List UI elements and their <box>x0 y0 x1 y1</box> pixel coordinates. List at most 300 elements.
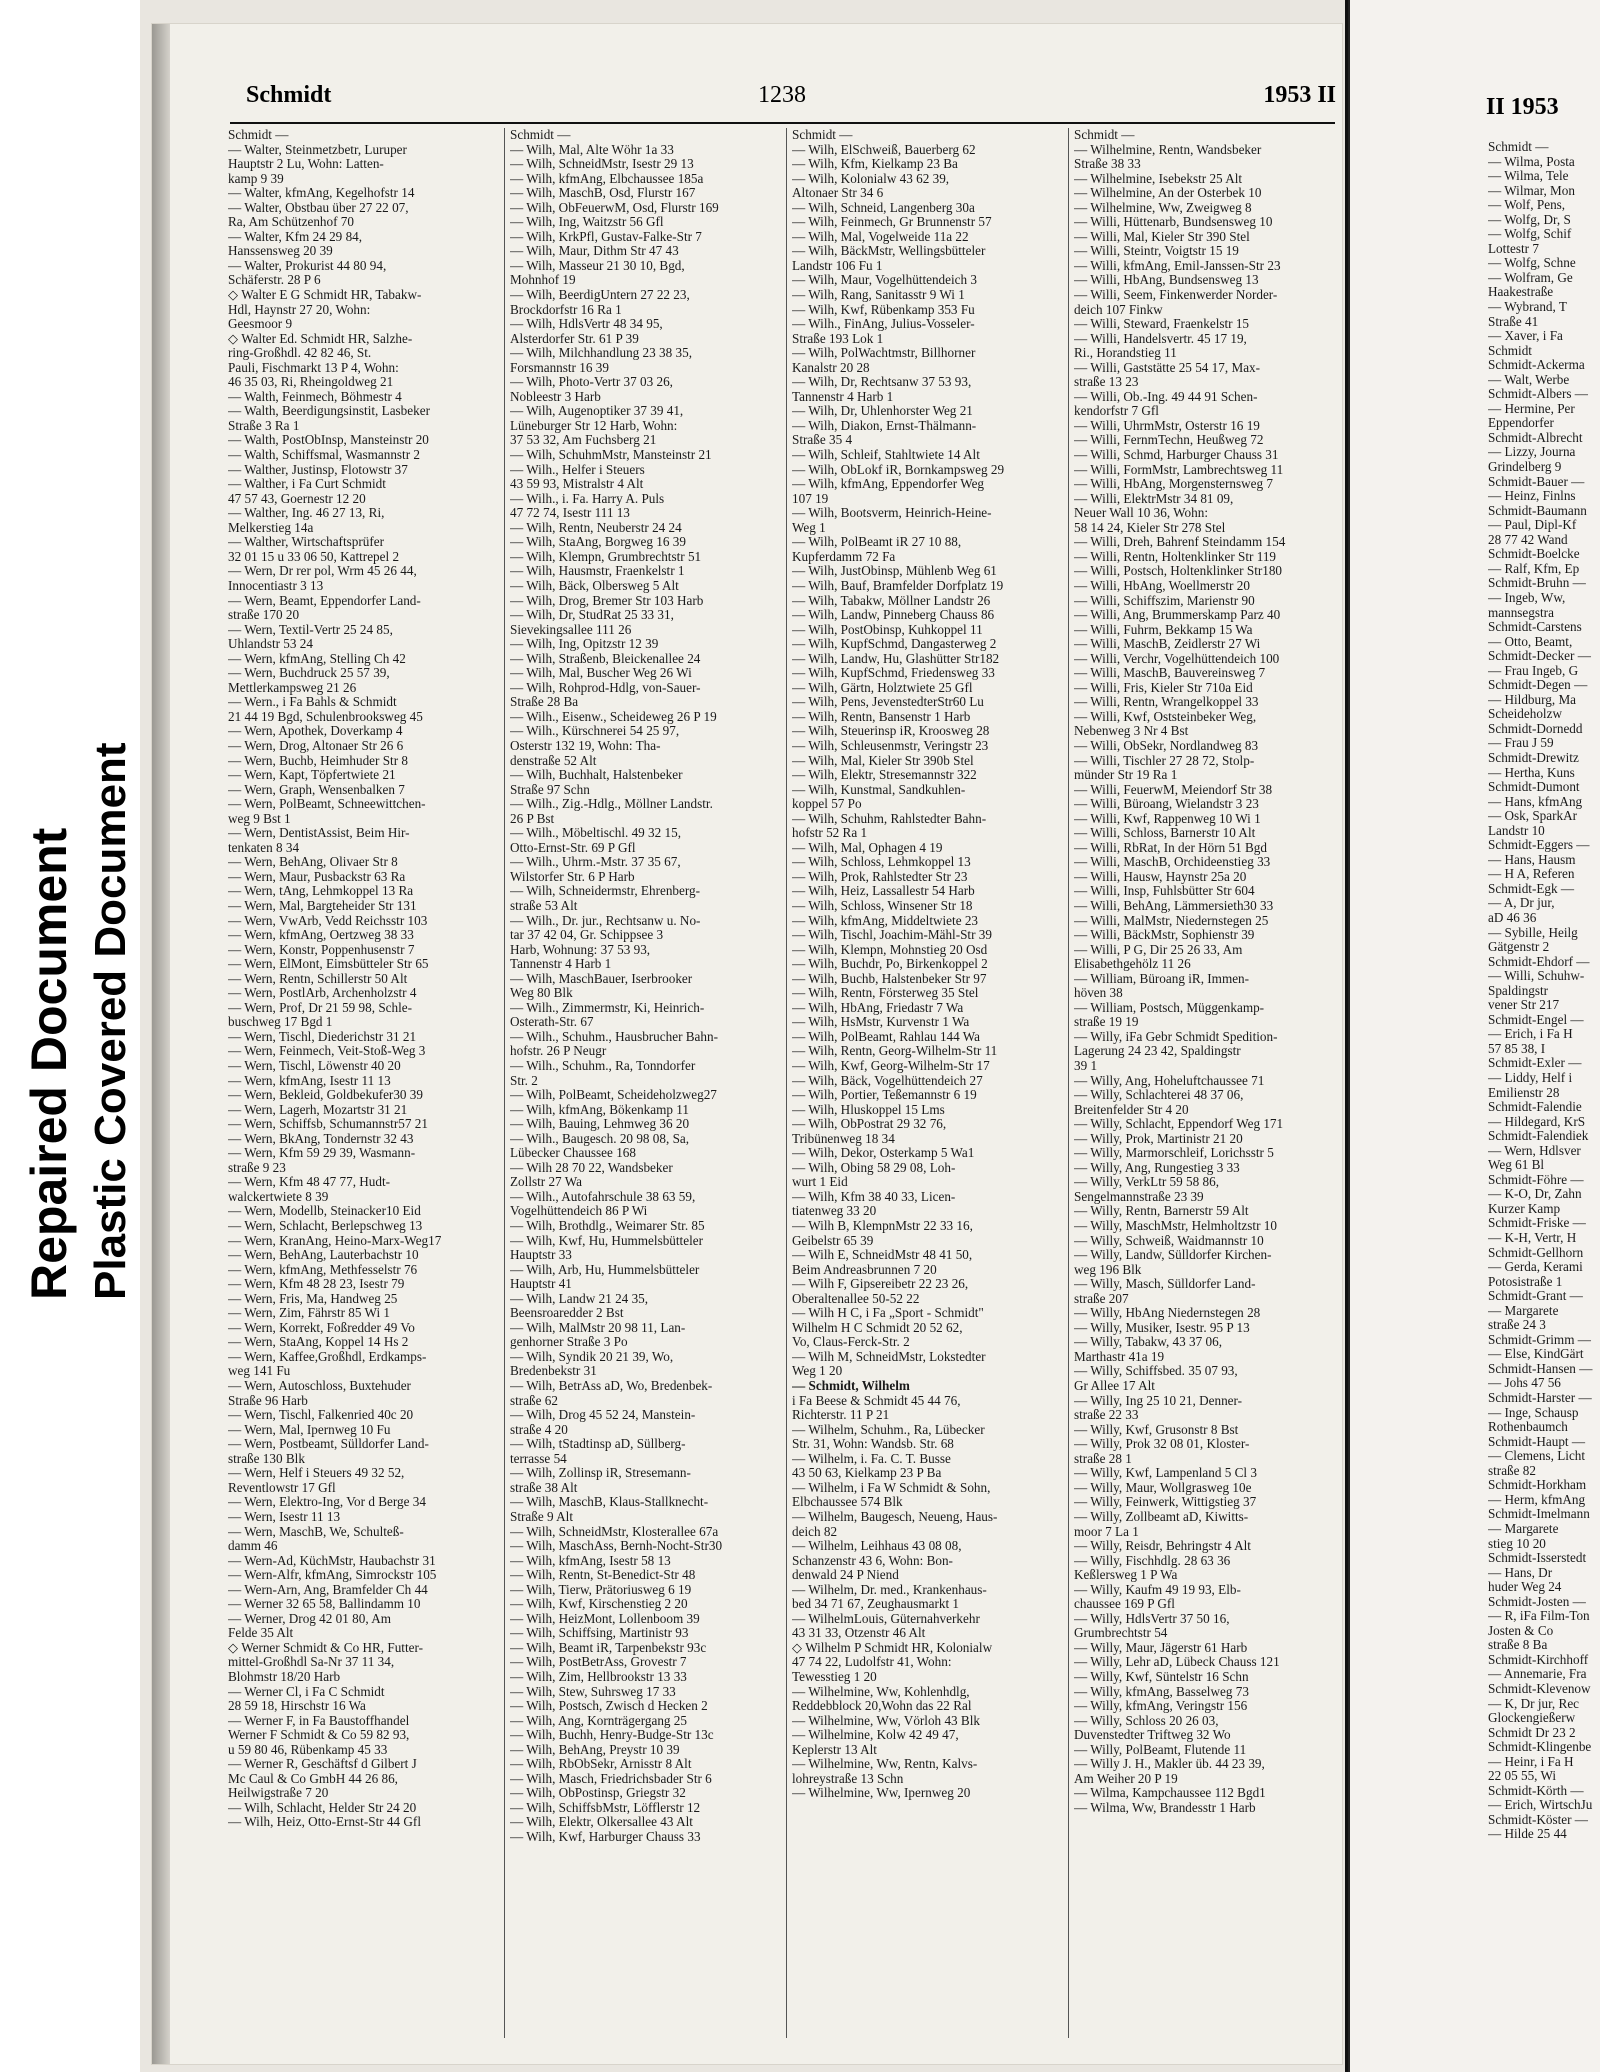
directory-entry: Landstr 106 Fu 1 <box>792 258 883 273</box>
directory-entry: — Wern., i Fa Bahls & Schmidt <box>228 695 397 710</box>
directory-entry: — Wern, tAng, Lehmkoppel 13 Ra <box>228 884 414 899</box>
directory-entry: — Wilh, ObLokf iR, Bornkampsweg 29 <box>792 462 1005 477</box>
directory-entry: — Wilh, SchneidMstr, Isestr 29 13 <box>510 157 694 172</box>
directory-entry: — Walth, PostObInsp, Mansteinstr 20 <box>228 433 429 448</box>
directory-entry: straße 13 23 <box>1074 375 1139 390</box>
directory-entry: — Willi, Rentn, Wrangelkoppel 33 <box>1074 695 1259 710</box>
directory-entry: — Wilh, Ing, Waitzstr 56 Gfl <box>510 215 664 230</box>
directory-entry: straße 53 Alt <box>510 898 578 913</box>
directory-entry: — Willy, Feinwerk, Wittigstieg 37 <box>1074 1495 1257 1510</box>
directory-entry: — Walter, Steinmetzbetr, Luruper <box>228 142 407 157</box>
directory-entry: — Wern, KranAng, Heino-Marx-Weg17 <box>228 1233 442 1248</box>
column-divider <box>504 128 505 2038</box>
directory-entry: — Willy, HdlsVertr 37 50 16, <box>1074 1611 1230 1626</box>
adjacent-entry: straße 8 Ba <box>1488 1638 1548 1653</box>
directory-entry: — Willi, Dreh, Bahrenf Steindamm 154 <box>1074 535 1286 550</box>
directory-entry: — Wilh., Kürschnerei 54 25 97, <box>510 724 680 739</box>
directory-entry: — Wilh, Feinmech, Gr Brunnenstr 57 <box>792 215 992 230</box>
directory-entry: — Wilh, RbObSekr, Arnisstr 8 Alt <box>510 1757 692 1772</box>
directory-entry: — Walter, Kfm 24 29 84, <box>228 229 363 244</box>
directory-entry: — Wern, ElMont, Eimsbütteler Str 65 <box>228 957 429 972</box>
directory-entry: Ri., Horandstieg 11 <box>1074 346 1177 361</box>
directory-entry: — Wilh, Heiz, Otto-Ernst-Str 44 Gfl <box>228 1815 421 1830</box>
column-divider <box>786 128 787 2038</box>
directory-entry: — Willi, ObSekr, Nordlandweg 83 <box>1074 738 1259 753</box>
directory-entry: Mohnhof 19 <box>510 273 576 288</box>
directory-entry: Sengelmannstraße 23 39 <box>1074 1189 1204 1204</box>
column-1 <box>228 128 500 2048</box>
directory-entry: — Wern, Rentn, Schillerstr 50 Alt <box>228 971 408 986</box>
adjacent-entry: Grindelberg 9 <box>1488 460 1562 475</box>
page-header <box>246 82 1336 122</box>
directory-entry: Forsmannstr 16 39 <box>510 360 609 375</box>
directory-entry: moor 7 La 1 <box>1074 1524 1139 1539</box>
directory-entry: — Wilh, kfmAng, Bökenkamp 11 <box>510 1102 689 1117</box>
directory-entry: — Wilh, HsMstr, Kurvenstr 1 Wa <box>792 1015 970 1030</box>
adjacent-entry: — R, iFa Film-Ton <box>1488 1609 1590 1624</box>
directory-entry: — Wilh, tStadtinsp aD, Süllberg- <box>510 1437 686 1452</box>
directory-entry: — Wern, PostlArb, Archenholzstr 4 <box>228 986 417 1001</box>
directory-entry: Breitenfelder Str 4 20 <box>1074 1102 1189 1117</box>
directory-entry: — Willy, Masch, Sülldorfer Land- <box>1074 1277 1256 1292</box>
directory-entry: — Wilh, Schloss, Winsener Str 18 <box>792 898 973 913</box>
directory-entry: — Willi, Schmd, Harburger Chauss 31 <box>1074 448 1279 463</box>
directory-entry: — Wern, Textil-Vertr 25 24 85, <box>228 622 393 637</box>
directory-entry: — Wilh, MalMstr 20 98 11, Lan- <box>510 1320 686 1335</box>
directory-entry: — Wilh, BehAng, Preystr 10 39 <box>510 1742 680 1757</box>
directory-entry: straße 19 19 <box>1074 1015 1139 1030</box>
directory-entry: Osterath-Str. 67 <box>510 1015 594 1030</box>
directory-entry: denstraße 52 Alt <box>510 753 597 768</box>
adjacent-entry: Schmidt-Albers — <box>1488 387 1588 402</box>
directory-entry: — Wilhelmine, An der Osterbek 10 <box>1074 186 1262 201</box>
directory-entry: — Wilh, Hausmstr, Fraenkelstr 1 <box>510 564 685 579</box>
directory-entry: 32 01 15 u 33 06 50, Kattrepel 2 <box>228 549 400 564</box>
directory-entry: Geibelstr 65 39 <box>792 1233 874 1248</box>
directory-entry: — Wilhelm, i. Fa. C. T. Busse <box>792 1451 951 1466</box>
directory-entry: Sievekingsallee 111 26 <box>510 622 632 637</box>
adjacent-entry: — Paul, Dipl-Kf <box>1488 518 1577 533</box>
directory-entry: 43 31 33, Otzenstr 46 Alt <box>792 1626 926 1641</box>
directory-entry: — Willy, Prok 32 08 01, Kloster- <box>1074 1437 1250 1452</box>
directory-entry: genhorner Straße 3 Po <box>510 1335 628 1350</box>
directory-entry: — Wilhelm, Dr. med., Krankenhaus- <box>792 1582 987 1597</box>
directory-entry: — Wern, BehAng, Olivaer Str 8 <box>228 855 398 870</box>
directory-entry: — Wilh, Schiffsing, Martinistr 93 <box>510 1626 689 1641</box>
directory-entry: — Wilhelmine, Ww, Vörloh 43 Blk <box>792 1713 980 1728</box>
directory-entry: Tewesstieg 1 20 <box>792 1669 877 1684</box>
adjacent-entry: Haakestraße <box>1488 285 1554 300</box>
directory-entry: Hanssensweg 20 39 <box>228 244 333 259</box>
directory-entry: — Wilh, Rentn, Försterweg 35 Stel <box>792 986 979 1001</box>
adjacent-entry: — Hildburg, Ma <box>1488 692 1577 707</box>
directory-entry: Schmidt — <box>1074 128 1135 142</box>
directory-entry: — Willi, Postsch, Holtenklinker Str180 <box>1074 564 1283 579</box>
directory-entry: — Wern, kfmAng, Oertzweg 38 33 <box>228 928 414 943</box>
directory-entry: — Willi, Kwf, Rappenweg 10 Wi 1 <box>1074 811 1261 826</box>
adjacent-entry: Josten & Co <box>1488 1623 1554 1638</box>
directory-entry: — Wilh, KrkPfl, Gustav-Falke-Str 7 <box>510 229 702 244</box>
directory-entry: — Wern, Buchb, Heimhuder Str 8 <box>228 753 408 768</box>
directory-entry: 46 35 03, Ri, Rheingoldweg 21 <box>228 375 394 390</box>
directory-entry: — Willy, Schiffsbed. 35 07 93, <box>1074 1364 1238 1379</box>
directory-entry: Lagerung 24 23 42, Spaldingstr <box>1074 1044 1241 1059</box>
directory-entry: — Willy, Rentn, Barnerstr 59 Alt <box>1074 1204 1249 1219</box>
adjacent-entry: — Wilma, Posta <box>1488 154 1575 169</box>
directory-entry: — Wern, Maur, Pusbackstr 63 Ra <box>228 869 406 884</box>
directory-entry: 21 44 19 Bgd, Schulenbrooksweg 45 <box>228 709 423 724</box>
directory-entry: — Wilh, Ang, Kornträgergang 25 <box>510 1713 687 1728</box>
directory-entry: — Willi, BäckMstr, Sophienstr 39 <box>1074 928 1255 943</box>
adjacent-entry: — Lizzy, Journa <box>1488 445 1576 460</box>
directory-entry: tar 37 42 04, Gr. Schippsee 3 <box>510 928 664 943</box>
directory-entry: — Willy, Ang, Hoheluftchaussee 71 <box>1074 1073 1265 1088</box>
adjacent-entry: — Johs 47 56 <box>1488 1376 1561 1391</box>
directory-entry: — Wilh, MaschB, Klaus-Stallknecht- <box>510 1495 709 1510</box>
directory-entry: — Wilh, Pens, JevenstedterStr60 Lu <box>792 695 984 710</box>
adjacent-entry: Schmidt-Albrecht <box>1488 430 1583 445</box>
directory-entry: Mettlerkampsweg 21 26 <box>228 680 357 695</box>
directory-entry: — Wilh, Landw, Hu, Glashütter Str182 <box>792 651 1000 666</box>
directory-entry: — Wilh B, KlempnMstr 22 33 16, <box>792 1219 973 1234</box>
directory-entry: Schmidt — <box>792 128 853 142</box>
directory-entry: tenkaten 8 34 <box>228 840 300 855</box>
directory-entry: — Wilh, kfmAng, Middeltwiete 23 <box>792 913 979 928</box>
directory-entry: Vogelhüttendeich 86 P Wi <box>510 1204 648 1219</box>
directory-entry: — Wilh H C, i Fa „Sport - Schmidt" <box>792 1306 984 1321</box>
directory-entry: — Wilh, kfmAng, Eppendorfer Weg <box>792 477 985 492</box>
directory-entry: höven 38 <box>1074 986 1123 1001</box>
directory-entry: Wilstorfer Str. 6 P Harb <box>510 869 635 884</box>
directory-entry: — Wilh, ElSchweiß, Bauerberg 62 <box>792 142 976 157</box>
directory-entry: — Willi, Mal, Kieler Str 390 Stel <box>1074 229 1250 244</box>
directory-entry: — Willi, Seem, Finkenwerder Norder- <box>1074 288 1278 303</box>
column-divider <box>1068 128 1069 2038</box>
directory-entry: Straße 97 Schn <box>510 782 590 797</box>
directory-entry: deich 82 <box>792 1524 838 1539</box>
directory-entry: Weg 1 20 <box>792 1364 843 1379</box>
directory-entry: Otto-Ernst-Str. 69 P Gfl <box>510 840 636 855</box>
directory-entry: ◇ Walter E G Schmidt HR, Tabakw- <box>228 288 422 303</box>
directory-entry: — Wilh, Rentn, St-Benedict-Str 48 <box>510 1568 696 1583</box>
directory-entry: — Willy, Kwf, Lampenland 5 Cl 3 <box>1074 1466 1257 1481</box>
adjacent-entry: Schmidt-Hansen — <box>1488 1361 1593 1376</box>
directory-entry: — Wilh, Obing 58 29 08, Loh- <box>792 1160 956 1175</box>
directory-entry: — Wilh, BeerdigUntern 27 22 23, <box>510 288 690 303</box>
directory-entry: — Willy, Tabakw, 43 37 06, <box>1074 1335 1222 1350</box>
directory-entry: — Willy, Ing 25 10 21, Denner- <box>1074 1393 1243 1408</box>
directory-entry: — Willi, FeuerwM, Meiendorf Str 38 <box>1074 782 1273 797</box>
adjacent-entry: — Frau Ingeb, G <box>1488 663 1579 678</box>
directory-entry: — Wilh, kfmAng, Elbchaussee 185a <box>510 171 704 186</box>
directory-entry: — Walter, kfmAng, Kegelhofstr 14 <box>228 186 415 201</box>
directory-entry: 37 53 32, Am Fuchsberg 21 <box>510 433 657 448</box>
directory-entry: — Wilh, ObPostinsp, Griegstr 32 <box>510 1786 686 1801</box>
adjacent-entry: 22 05 55, Wi <box>1488 1769 1557 1784</box>
directory-entry: Schanzenstr 43 6, Wohn: Bon- <box>792 1553 953 1568</box>
directory-entry: — Wilma, Ww, Brandesstr 1 Harb <box>1074 1800 1256 1815</box>
directory-entry: weg 9 Bst 1 <box>228 811 291 826</box>
directory-entry: hofstr. 26 P Neugr <box>510 1044 607 1059</box>
directory-entry: — Wern, VwArb, Vedd Reichsstr 103 <box>228 913 428 928</box>
directory-entry: — Wilh, Maur, Vogelhüttendeich 3 <box>792 273 978 288</box>
directory-entry: — Wern, Mal, Ipernweg 10 Fu <box>228 1422 391 1437</box>
directory-entry: — Willi, Fuhrm, Bekkamp 15 Wa <box>1074 622 1253 637</box>
directory-entry: — Werner Cl, i Fa C Schmidt <box>228 1684 385 1699</box>
directory-entry: — Wern, Kfm 48 47 77, Hudt- <box>228 1175 391 1190</box>
directory-entry: — Willy, Schweiß, Waidmannstr 10 <box>1074 1233 1264 1248</box>
directory-entry: — Wilhelmine, Rentn, Wandsbeker <box>1074 142 1262 157</box>
directory-entry: Alsterdorfer Str. 61 P 39 <box>510 331 639 346</box>
adjacent-entry: Schmidt-Josten — <box>1488 1594 1586 1609</box>
directory-entry: — Walther, Ing. 46 27 13, Ri, <box>228 506 385 521</box>
directory-entry: bed 34 71 67, Zeughausmarkt 1 <box>792 1597 960 1612</box>
directory-entry: — Wilh, Stew, Suhrsweg 17 33 <box>510 1684 676 1699</box>
directory-entry: — Wilhelm, Leihhaus 43 08 08, <box>792 1539 962 1554</box>
directory-entry: — Wilh, KupfSchmd, Dangasterweg 2 <box>792 637 997 652</box>
directory-entry: — Werner F, in Fa Baustoffhandel <box>228 1713 410 1728</box>
directory-entry: wurt 1 Eid <box>792 1175 848 1190</box>
directory-entry: — Wern, Kaffee,Großhdl, Erdkamps- <box>228 1349 427 1364</box>
directory-entry: — Wern, Dr rer pol, Wrm 45 26 44, <box>228 564 417 579</box>
directory-entry: — Wilh, Masch, Friedrichsbader Str 6 <box>510 1771 712 1786</box>
directory-entry: damm 46 <box>228 1539 278 1554</box>
adjacent-entry: Schmidt <box>1488 343 1532 358</box>
adjacent-entry: Schmidt-Boelcke <box>1488 547 1580 562</box>
directory-entry: — Walth, Schiffsmal, Wasmannstr 2 <box>228 448 421 463</box>
directory-entry: — Wilh, PolBeamt, Scheideholzweg27 <box>510 1088 717 1103</box>
adjacent-entry: Potosistraße 1 <box>1488 1274 1563 1289</box>
directory-entry: Tribünenweg 18 34 <box>792 1131 895 1146</box>
directory-entry: — Willi, RbRat, In der Hörn 51 Bgd <box>1074 840 1267 855</box>
adjacent-entry: huder Weg 24 <box>1488 1580 1562 1595</box>
adjacent-entry: Schmidt-Isserstedt <box>1488 1551 1587 1566</box>
directory-entry: kendorfstr 7 Gfl <box>1074 404 1159 419</box>
directory-entry: — Willy J. H., Makler üb. 44 23 39, <box>1074 1757 1265 1772</box>
adjacent-entry: Schmidt-Bauer — <box>1488 474 1585 489</box>
directory-entry: koppel 57 Po <box>792 797 862 812</box>
adjacent-entry: — Erich, i Fa H <box>1488 1027 1573 1042</box>
directory-entry: — Wilh, Dekor, Osterkamp 5 Wa1 <box>792 1146 975 1161</box>
directory-entry: — Willi, Hausw, Haynstr 25a 20 <box>1074 869 1247 884</box>
directory-entry: — Wilh E, SchneidMstr 48 41 50, <box>792 1248 973 1263</box>
directory-entry: Keßlersweg 1 P Wa <box>1074 1568 1178 1583</box>
directory-entry: Hauptstr 41 <box>510 1277 572 1292</box>
directory-entry: Heilwigstraße 7 20 <box>228 1786 329 1801</box>
directory-entry: walckertwiete 8 39 <box>228 1189 329 1204</box>
directory-entry: — Wern, MaschB, We, Schulteß- <box>228 1524 404 1539</box>
directory-entry: — Wilh, MaschB, Osd, Flurstr 167 <box>510 186 696 201</box>
directory-entry: — Wern, Schiffsb, Schumannstr57 21 <box>228 1117 428 1132</box>
directory-entry: Weg 1 <box>792 520 826 535</box>
directory-entry: — Wern, PolBeamt, Schneewittchen- <box>228 797 426 812</box>
directory-entry: — Walther, Justinsp, Flotowstr 37 <box>228 462 408 477</box>
directory-entry: — Wilh, Buchh, Henry-Budge-Str 13c <box>510 1728 714 1743</box>
directory-entry: — Willi, Verchr, Vogelhüttendeich 100 <box>1074 651 1280 666</box>
directory-entry: — Wilh, Klempn, Grumbrechtstr 51 <box>510 549 702 564</box>
adjacent-entry: Schmidt-Degen — <box>1488 678 1588 693</box>
directory-entry: Zollstr 27 Wa <box>510 1175 582 1190</box>
directory-entry: — Wern, Korrekt, Foßredder 49 Vo <box>228 1320 415 1335</box>
directory-entry: — Wilh, Milchhandlung 23 38 35, <box>510 346 693 361</box>
directory-entry: — Wilh, Syndik 20 21 39, Wo, <box>510 1349 674 1364</box>
directory-entry: — Wilhelmine, Ww, Kohlenhdlg, <box>792 1684 970 1699</box>
directory-entry: — Wilh, Kwf, Hu, Hummelsbütteler <box>510 1233 703 1248</box>
directory-entry: — Willi, Fris, Kieler Str 710a Eid <box>1074 680 1253 695</box>
adjacent-entry: Schmidt-Gellhorn <box>1488 1245 1584 1260</box>
directory-entry: — Wilh, Zollinsp iR, Stresemann- <box>510 1466 691 1481</box>
directory-entry: Weg 80 Blk <box>510 986 573 1001</box>
directory-entry: i Fa Beese & Schmidt 45 44 76, <box>792 1393 961 1408</box>
directory-entry: tiatenweg 33 20 <box>792 1204 877 1219</box>
directory-entry: — Wern, Modellb, Steinacker10 Eid <box>228 1204 421 1219</box>
directory-entry: — Wilh 28 70 22, Wandsbeker <box>510 1160 673 1175</box>
directory-entry: straße 22 33 <box>1074 1408 1139 1423</box>
directory-entry: — Wilh, Rentn, Bansenstr 1 Harb <box>792 709 971 724</box>
directory-entry: — Wilh, Arb, Hu, Hummelsbütteler <box>510 1262 700 1277</box>
directory-entry: — Wern, Prof, Dr 21 59 98, Schle- <box>228 1000 413 1015</box>
directory-entry: — Wilh, Masseur 21 30 10, Bgd, <box>510 258 685 273</box>
directory-entry: — Wern, Fris, Ma, Handweg 25 <box>228 1291 398 1306</box>
adjacent-entry: Schmidt-Grant — <box>1488 1289 1583 1304</box>
adjacent-entry: Schmidt-Köster — <box>1488 1812 1588 1827</box>
directory-entry: Elbchaussee 574 Blk <box>792 1495 903 1510</box>
directory-entry: — Wilh, Drog 45 52 24, Manstein- <box>510 1408 696 1423</box>
directory-entry: — Willi, kfmAng, Emil-Janssen-Str 23 <box>1074 258 1281 273</box>
directory-entry: — Wilh, Drog, Bremer Str 103 Harb <box>510 593 704 608</box>
directory-entry: — Wern, Apothek, Doverkamp 4 <box>228 724 403 739</box>
directory-entry: — Willi, BehAng, Lämmersieth30 33 <box>1074 898 1274 913</box>
directory-entry: straße 207 <box>1074 1291 1129 1306</box>
directory-entry: — Willy, Zollbeamt aD, Kiwitts- <box>1074 1509 1249 1524</box>
directory-entry: Marthastr 41a 19 <box>1074 1349 1165 1364</box>
adjacent-entry: Schmidt-Harster — <box>1488 1391 1592 1406</box>
adjacent-entry: Schmidt-Exler — <box>1488 1056 1582 1071</box>
directory-entry: — Wilh, PostObinsp, Kuhkoppel 11 <box>792 622 983 637</box>
directory-entry: Nobleestr 3 Harb <box>510 389 601 404</box>
adjacent-entry: — Clemens, Licht <box>1488 1449 1586 1464</box>
adjacent-entry: Glockengießerw <box>1488 1711 1576 1726</box>
directory-entry: Kanalstr 20 28 <box>792 360 870 375</box>
adjacent-entry: — H A, Referen <box>1488 867 1575 882</box>
adjacent-entry: — Inge, Schausp <box>1488 1405 1579 1420</box>
directory-entry: Gr Allee 17 Alt <box>1074 1379 1155 1394</box>
directory-entry: straße 62 <box>510 1393 558 1408</box>
directory-entry: straße 170 20 <box>228 608 300 623</box>
directory-entry: — Wilh, Bäck, Vogelhüttendeich 27 <box>792 1073 983 1088</box>
directory-entry: Melkerstieg 14a <box>228 520 314 535</box>
directory-entry: — Wern, Konstr, Poppenhusenstr 7 <box>228 942 415 957</box>
directory-entry: — Wilh, Mal, Buscher Weg 26 Wi <box>510 666 692 681</box>
directory-entry: — Wilh, Dr, Rechtsanw 37 53 93, <box>792 375 972 390</box>
directory-entry: — Wilh., Schuhm., Ra, Tonndorfer <box>510 1059 696 1073</box>
directory-entry: — Willi, FernmTechn, Heußweg 72 <box>1074 433 1264 448</box>
directory-entry: — Wilh, Kwf, Rübenkamp 353 Fu <box>792 302 975 317</box>
directory-entry: — Willi, Schloss, Barnerstr 10 Alt <box>1074 826 1256 841</box>
repaired-document-label: Repaired Document <box>21 827 77 1300</box>
directory-entry: — Willi, Steward, Fraenkelstr 15 <box>1074 317 1250 332</box>
directory-entry: — Willy, Kwf, Grusonstr 8 Bst <box>1074 1422 1239 1437</box>
directory-entry: Ra, Am Schützenhof 70 <box>228 215 354 230</box>
directory-entry: — Wilhelmine, Ww, Ipernweg 20 <box>792 1786 971 1801</box>
directory-entry: Altonaer Str 34 6 <box>792 186 884 201</box>
adjacent-entry: — Wern, Hdlsver <box>1488 1143 1581 1158</box>
adjacent-entry: — Sybille, Heilg <box>1488 925 1578 940</box>
directory-entry: Lübecker Chaussee 168 <box>510 1146 636 1161</box>
adjacent-entry: — Wybrand, T <box>1488 300 1567 315</box>
directory-entry: — Wilh, PolBeamt iR 27 10 88, <box>792 535 962 550</box>
directory-entry: — Wilh, Bootsverm, Heinrich-Heine- <box>792 506 992 521</box>
adjacent-entry: Schmidt-Eggers — <box>1488 838 1590 853</box>
adjacent-entry: — Annemarie, Fra <box>1488 1667 1587 1682</box>
directory-entry: Str. 31, Wohn: Wandsb. Str. 68 <box>792 1437 954 1452</box>
directory-entry: Lüneburger Str 12 Harb, Wohn: <box>510 418 678 433</box>
adjacent-entry: — Wolfg, Dr, S <box>1488 212 1571 227</box>
directory-entry: — Wilh, Kfm, Kielkamp 23 Ba <box>792 157 958 172</box>
directory-entry: — Wern, Beamt, Eppendorfer Land- <box>228 593 421 608</box>
directory-entry: kamp 9 39 <box>228 171 284 186</box>
directory-entry: — Willy, kfmAng, Veringstr 156 <box>1074 1699 1248 1714</box>
directory-entry: — Wilh, Kolonialw 43 62 39, <box>792 171 950 186</box>
directory-entry: — Willi, Rentn, Holtenklinker Str 119 <box>1074 549 1277 564</box>
adjacent-entry: — Liddy, Helf i <box>1488 1071 1573 1085</box>
directory-entry: — Wilh, Landw, Pinneberg Chauss 86 <box>792 608 995 623</box>
directory-entry: — Wilh, Postsch, Zwisch d Hecken 2 <box>510 1699 708 1714</box>
directory-entry: Schmidt — <box>228 128 289 142</box>
directory-entry: — Wilh, KupfSchmd, Friedensweg 33 <box>792 666 995 681</box>
adjacent-entry: — Ralf, Kfm, Ep <box>1488 561 1580 576</box>
directory-entry: — WilhelmLouis, Güternahverkehr <box>792 1611 980 1626</box>
adjacent-entry: aD 46 36 <box>1488 910 1537 925</box>
directory-entry: — Wilma, Kampchaussee 112 Bgd1 <box>1074 1786 1266 1801</box>
directory-entry: — Wern-Arn, Ang, Bramfelder Ch 44 <box>228 1582 428 1597</box>
directory-entry: Straße 28 Ba <box>510 695 579 710</box>
directory-entry: — Wern, Zim, Fährstr 85 Wi 1 <box>228 1306 391 1321</box>
directory-entry: — Willi, MaschB, Zeidlerstr 27 Wi <box>1074 637 1261 652</box>
directory-entry: Hauptstr 2 Lu, Wohn: Latten- <box>228 157 384 172</box>
directory-entry: — Wilh, Elektr, Olkersallee 43 Alt <box>510 1815 693 1830</box>
adjacent-entry: — Wolfram, Ge <box>1488 270 1573 285</box>
directory-entry: hofstr 52 Ra 1 <box>792 826 868 841</box>
adjacent-entry: — Wilmar, Mon <box>1488 183 1575 198</box>
directory-entry: — Wilh, Schuhm, Rahlstedter Bahn- <box>792 811 987 826</box>
directory-entry: 39 1 <box>1074 1059 1098 1073</box>
directory-entry: — Wilh, BetrAss aD, Wo, Bredenbek- <box>510 1379 713 1394</box>
directory-entry: straße 4 20 <box>510 1422 568 1437</box>
directory-entry: — Wilh, Schneid, Langenberg 30a <box>792 200 975 215</box>
directory-entry: — Schmidt, Wilhelm <box>792 1379 910 1394</box>
directory-entry: — Walther, Wirtschaftsprüfer <box>228 535 384 550</box>
directory-entry: — Wilh, Mal, Vogelweide 11a 22 <box>792 229 969 244</box>
directory-entry: — Wilh, Brothdlg., Weimarer Str. 85 <box>510 1219 705 1234</box>
directory-entry: — Willi, Büroang, Wielandstr 3 23 <box>1074 797 1259 812</box>
directory-entry: — Willy, VerkLtr 59 58 86, <box>1074 1175 1220 1190</box>
directory-entry: — Wilh, Schleusenmstr, Veringstr 23 <box>792 738 989 753</box>
directory-entry: Straße 3 Ra 1 <box>228 418 300 433</box>
directory-entry: — Wern, Kfm 48 28 23, Isestr 79 <box>228 1277 405 1292</box>
directory-entry: 28 59 18, Hirschstr 16 Wa <box>228 1699 366 1714</box>
adjacent-page-column <box>1488 140 1600 1842</box>
directory-entry: Straße 38 33 <box>1074 157 1141 172</box>
directory-entry: — Willi, Steintr, Voigtstr 15 19 <box>1074 244 1239 259</box>
directory-entry: weg 196 Blk <box>1074 1262 1142 1277</box>
directory-entry: — Wilh, Rentn, Georg-Wilhelm-Str 11 <box>792 1044 998 1059</box>
directory-entry: münder Str 19 Ra 1 <box>1074 768 1178 783</box>
adjacent-entry: — Margarete <box>1488 1303 1559 1318</box>
directory-entry: — Wilh, Tischl, Joachim-Mähl-Str 39 <box>792 928 992 943</box>
adjacent-entry: — K-O, Dr, Zahn <box>1488 1187 1582 1202</box>
adjacent-entry: Schmidt-Dornedd <box>1488 721 1583 736</box>
